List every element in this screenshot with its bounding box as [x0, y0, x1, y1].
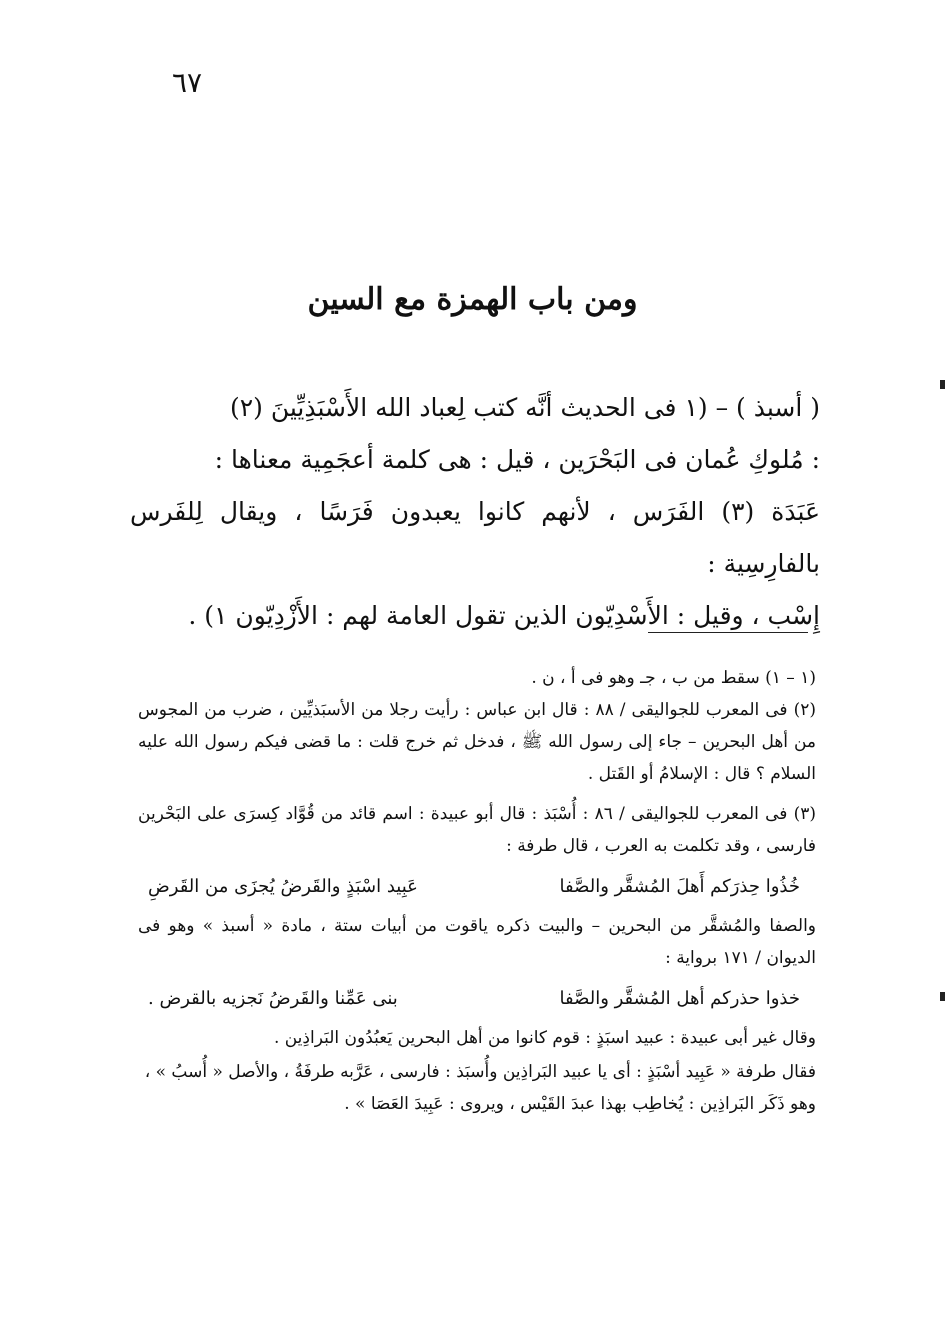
scan-edge-mark [940, 380, 945, 389]
entry-line: : مُلوكِ عُمان فى البَحْرَين ، قيل : هى كلمة أعجَمِية معناها : [214, 445, 820, 474]
verse-1-first-hemistich: خُذُوا حِذرَكم أَهلَ المُشقَّر والصَّفا [559, 876, 800, 897]
verse-2 [138, 982, 816, 1016]
entry-line: ( أسبذ ) – (١ فى الحديث أنَّه كتب لِعباد الله الأَسْبَذِيِّينَ (٢) [229, 393, 820, 422]
footnote-3: (٣) فى المعرب للجواليقى / ٨٦ : أُسْبَذ : قال أبو عبيدة : اسم قائد من قُوَّاد كِسرَى على البَحْرين فارسى ، وقد تكلمت به العرب ، قال طرفة : [138, 804, 817, 856]
footnote-note-2: فقال طرفة « عَبِيد أسْبَذٍ : أى يا عبيد البَراذِين وأُسبَذ : فارسى ، عَرَّبه طرفَةُ ، والأصل « أُسبُ » ، وهو ذَكَر البَراذِين : يُخاطِب بهذا عبدَ القَيْس ، ويروى : عَبِيدَ العَصَا » . [144, 1062, 816, 1114]
entry-line: عَبَدَة (٣) الفَرَس ، لأنهم كانوا يعبدون فَرَسًا ، ويقال لِلفَرس بالفارِسِية : [130, 497, 820, 578]
verse-1 [138, 870, 816, 904]
page-number: ٦٧ [172, 66, 203, 99]
entry-body [130, 382, 820, 642]
footnotes [138, 662, 816, 1122]
footnote-2: (٢) فى المعرب للجواليقى / ٨٨ : قال ابن عباس : رأيت رجلا من الأسبَذيِّين ، ضرب من المجوس من أهل البحرين – جاء إلى رسول الله ﷺ ، فدخل ثم خرج قلت : ما قضى فيكم رسول الله عليه السلام ؟ قال : الإسلامُ أو القَتل . [138, 700, 816, 784]
entry-line: إِسْب ، وقيل : الأَسْدِيّون الذين تقول العامة لهم : الأَزْدِيّون ١) . [188, 601, 820, 630]
footnote-divider [648, 632, 808, 633]
verse-2-first-hemistich: خذوا حذركم أهل المُشقَّر والصَّفا [559, 988, 800, 1009]
verse-1-second-hemistich: عَبِيد اسْبَذٍ والقَرضُ يُجزَى من القَرضِ [148, 876, 418, 897]
footnote-note-1: وقال غير أبى عبيدة : عبيد اسبَذٍ : قوم كانوا من أهل البحرين يَعبُدُون البَراذِين . [273, 1028, 816, 1048]
footnote-1: (١ – ١) سقط من ب ، جـ وهو فى أ ، ن . [531, 668, 816, 688]
chapter-title: ومن باب الهمزة مع السين [307, 282, 638, 317]
verse-2-second-hemistich: بنى عَمِّنا والقَرضُ نَجزيه بالقرض . [148, 988, 398, 1009]
scan-edge-mark [940, 992, 945, 1001]
footnote-3-continued: والصفا والمُشقَّر من البحرين – والبيت ذكره ياقوت من أبيات ستة ، مادة « أسبذ » وهو فى الديوان / ١٧١ برواية : [138, 916, 816, 968]
